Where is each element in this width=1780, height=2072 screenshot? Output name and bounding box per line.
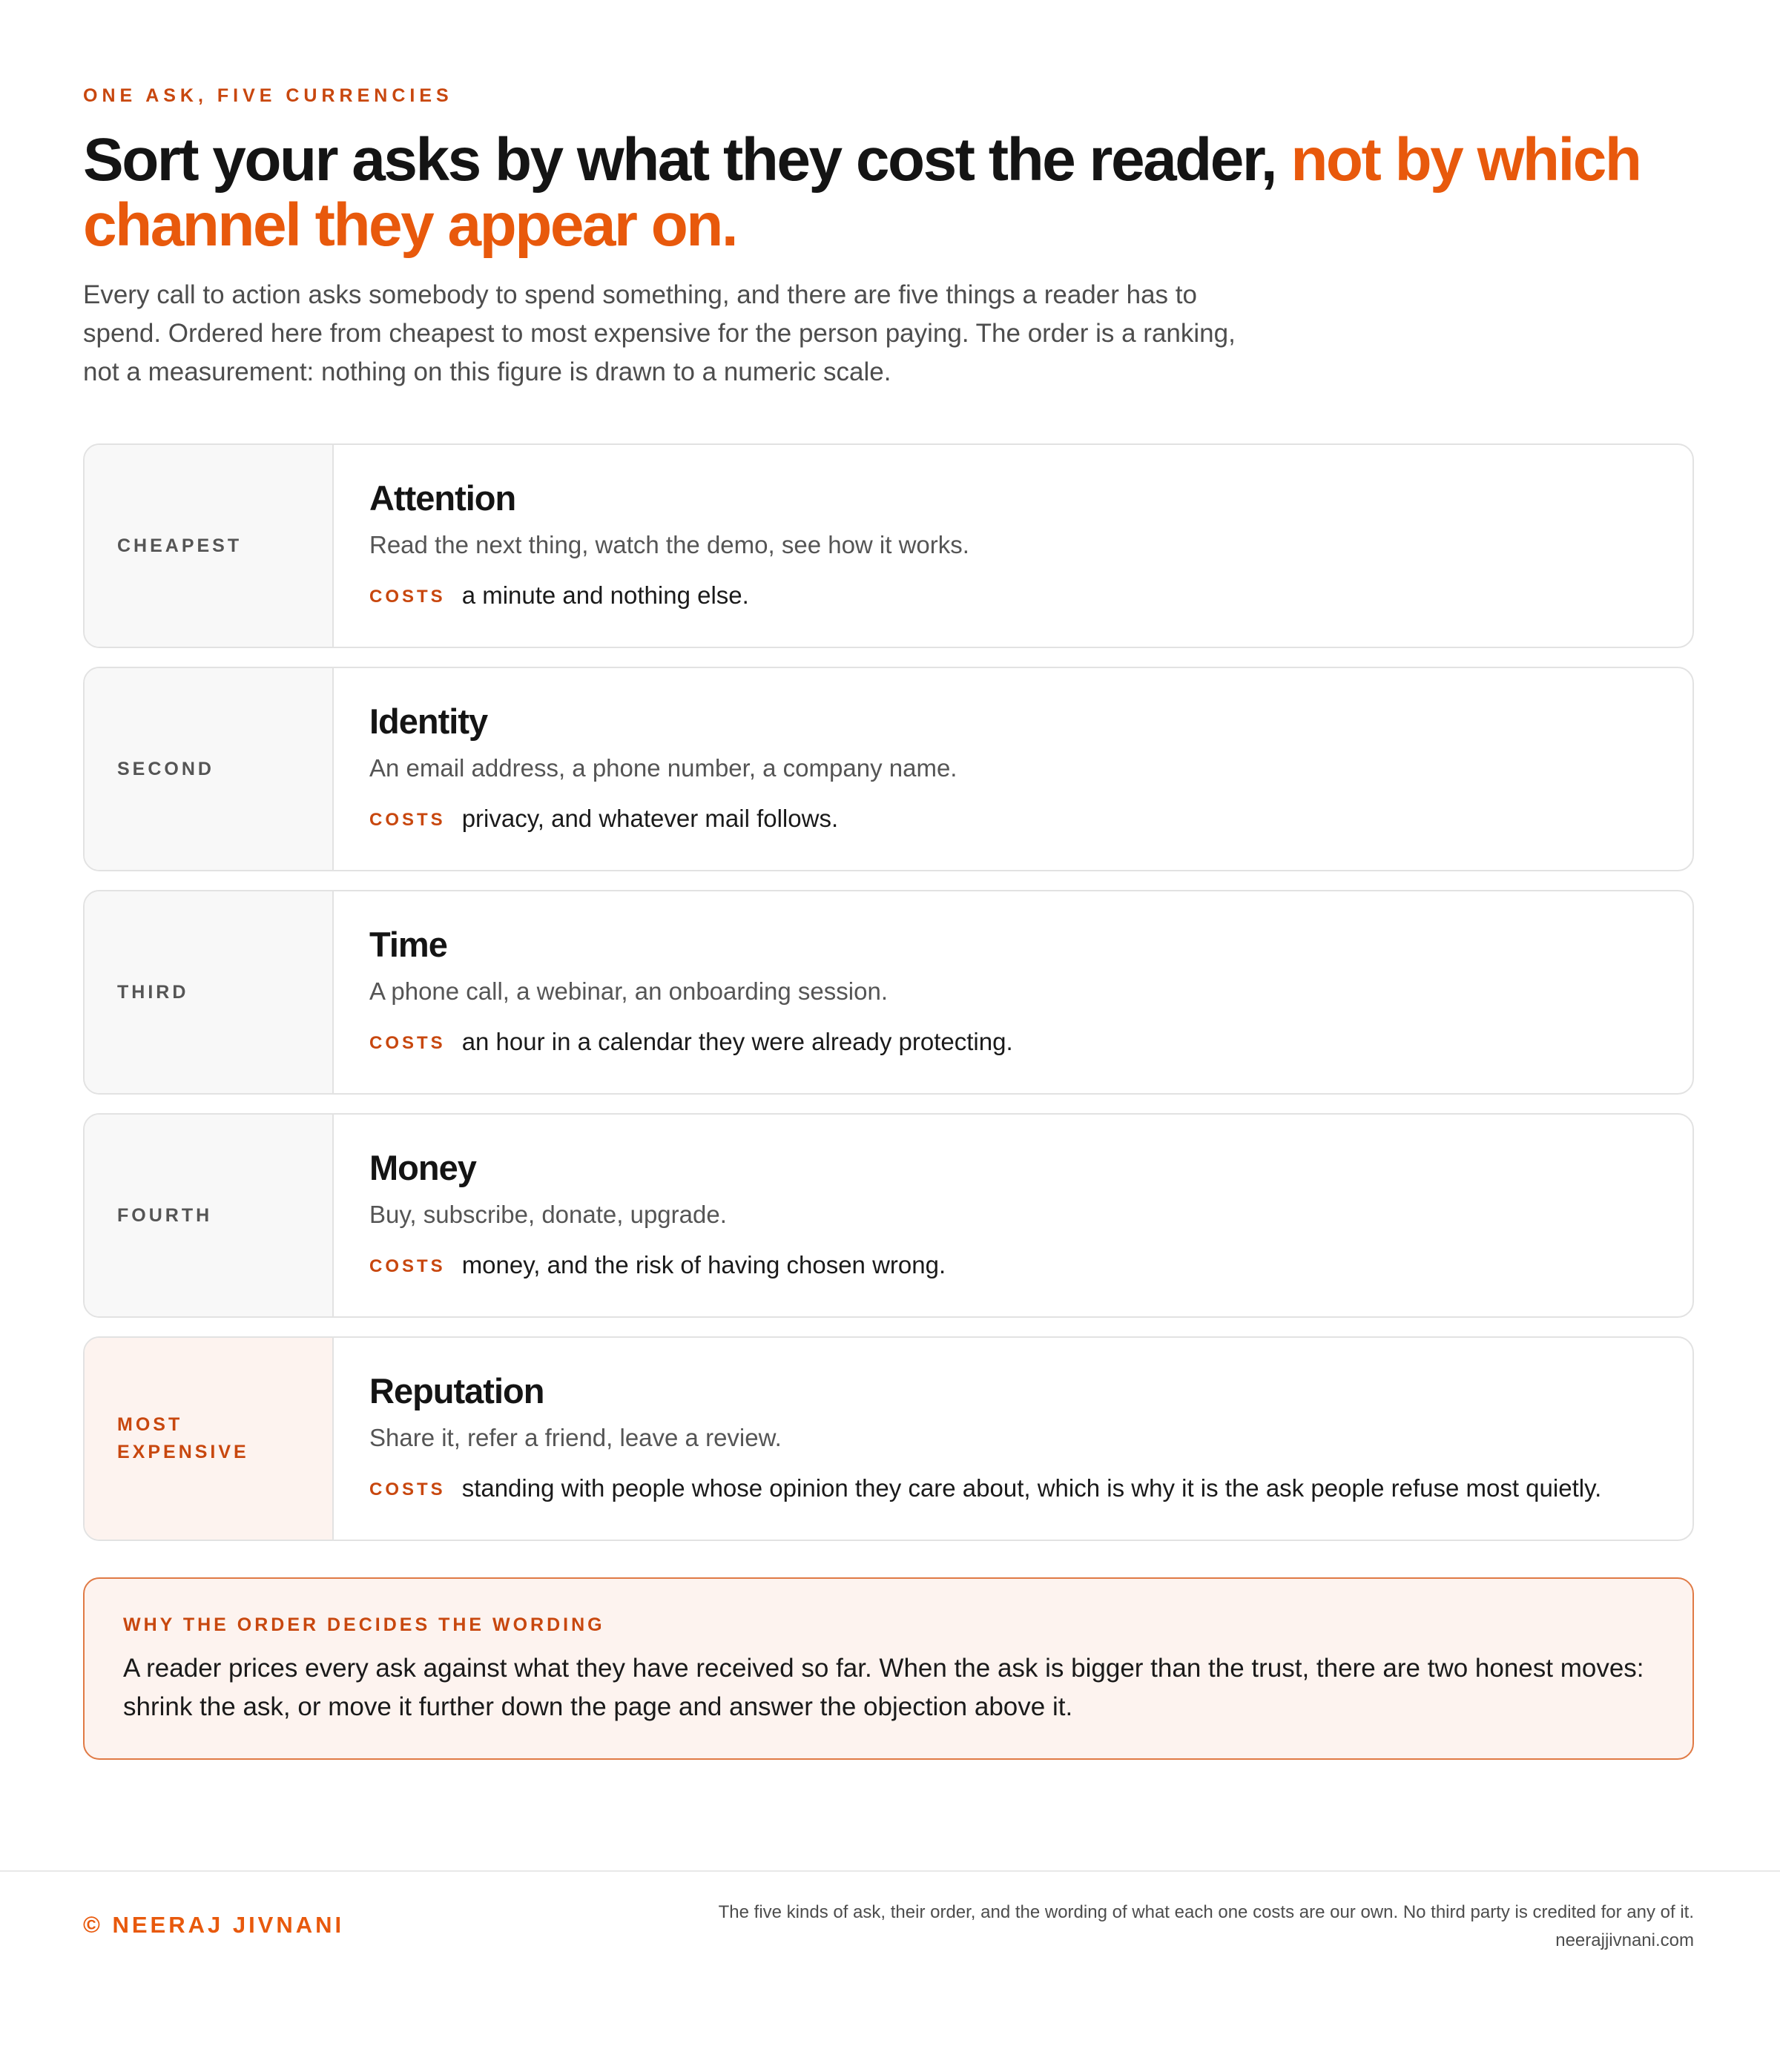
copyright-notice: © NEERAJ JIVNANI: [83, 1912, 345, 1938]
tier-title: Money: [369, 1148, 476, 1187]
tier-time: [83, 890, 1694, 1095]
tier-rank: CHEAPEST: [85, 445, 334, 647]
tier-cost: [369, 1473, 1692, 1505]
tier-rank: FOURTH: [85, 1115, 334, 1316]
tier-rank: SECOND: [85, 668, 334, 870]
site-link[interactable]: neerajjivnani.com: [1555, 1930, 1694, 1950]
order-note-callout: [83, 1577, 1694, 1760]
headline-accent: not by which channel they appear on.: [83, 126, 1641, 259]
cost-label: COSTS: [369, 1256, 446, 1276]
ask-tiers-list: [83, 443, 1694, 1560]
tier-money: [83, 1113, 1694, 1318]
headline: [83, 128, 1700, 258]
cost-label: COSTS: [369, 1479, 446, 1499]
tier-description: A phone call, a webinar, an onboarding session.: [369, 977, 888, 1005]
tier-title: Time: [369, 925, 447, 964]
tier-cost-text: standing with people whose opinion they care about, which is why it is the ask people refuse most quietly.: [461, 1474, 1602, 1502]
eyebrow: ONE ASK, FIVE CURRENCIES: [83, 85, 453, 106]
tier-body: [334, 445, 1692, 647]
note-text: A reader prices every ask against what they have received so far. When the ask is bigger than the trust, there are two honest moves: shrink the ask, or move it further down the page and answer the objection above it.: [123, 1654, 1644, 1721]
tier-reputation: [83, 1336, 1694, 1541]
tier-attention: [83, 443, 1694, 648]
tier-cost: [369, 1026, 1692, 1059]
tier-title: Attention: [369, 478, 516, 518]
tier-identity: [83, 667, 1694, 871]
tier-body: [334, 891, 1692, 1093]
footer-divider: [0, 1870, 1780, 1872]
tier-description: Share it, refer a friend, leave a review.: [369, 1424, 782, 1451]
tier-rank: THIRD: [85, 891, 334, 1093]
cost-label: COSTS: [369, 1033, 446, 1053]
cost-label: COSTS: [369, 587, 446, 607]
tier-cost-text: money, and the risk of having chosen wrong.: [461, 1251, 946, 1278]
note-label: WHY THE ORDER DECIDES THE WORDING: [123, 1614, 605, 1635]
tier-rank: MOST EXPENSIVE: [85, 1338, 334, 1540]
headline-main: Sort your asks by what they cost the reader,: [83, 126, 1291, 194]
tier-cost: [369, 1250, 1692, 1282]
tier-body: [334, 668, 1692, 870]
tier-cost-text: a minute and nothing else.: [461, 581, 749, 609]
tier-body: [334, 1115, 1692, 1316]
tier-description: Buy, subscribe, donate, upgrade.: [369, 1201, 727, 1228]
cost-label: COSTS: [369, 810, 446, 830]
tier-title: Identity: [369, 702, 488, 741]
tier-cost: [369, 580, 1692, 613]
footer-credits: [719, 1898, 1694, 1955]
tier-description: Read the next thing, watch the demo, see how it works.: [369, 531, 969, 558]
tier-cost-text: privacy, and whatever mail follows.: [461, 805, 839, 832]
tier-body: [334, 1338, 1692, 1540]
intro-paragraph: Every call to action asks somebody to spend something, and there are five things a reader has to spend. Ordered here from cheapest to most expensive for the person paying. The order is a ranking, not a measurement: nothing on this figure is drawn to a numeric scale.: [83, 280, 1236, 386]
tier-description: An email address, a phone number, a company name.: [369, 754, 957, 782]
tier-cost: [369, 803, 1692, 836]
tier-cost-text: an hour in a calendar they were already protecting.: [461, 1028, 1013, 1055]
credit-line: The five kinds of ask, their order, and the wording of what each one costs are our own. No third party is credited for any of it.: [718, 1902, 1694, 1922]
tier-title: Reputation: [369, 1371, 544, 1411]
